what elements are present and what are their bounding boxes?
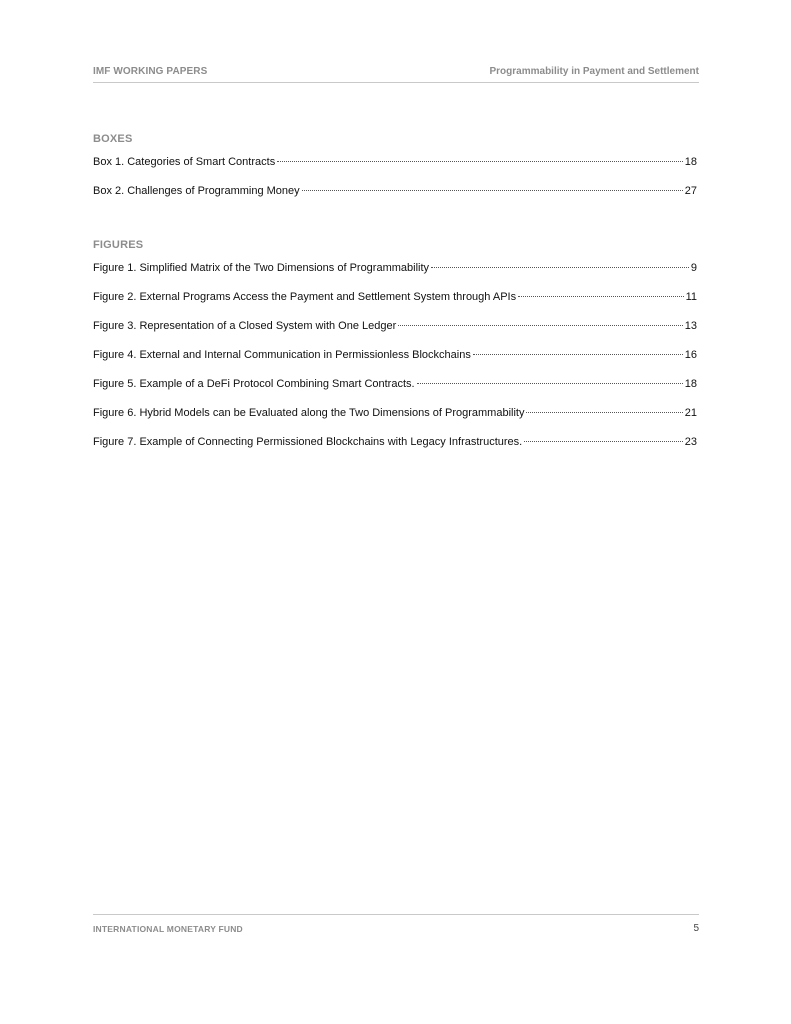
toc-entry-page: 9 — [690, 262, 697, 274]
toc-entry-title: Box 1. Categories of Smart Contracts — [93, 156, 276, 168]
dot-leader — [417, 383, 683, 384]
toc-entry-page: 13 — [684, 320, 697, 332]
dot-leader — [524, 441, 683, 442]
toc-entry-page: 18 — [684, 378, 697, 390]
page-header — [93, 66, 699, 83]
toc-entry-title: Figure 7. Example of Connecting Permissioned Blockchains with Legacy Infrastructures. — [93, 436, 523, 448]
dot-leader — [526, 412, 682, 413]
dot-leader — [473, 354, 683, 355]
page-number: 5 — [693, 923, 699, 934]
dot-leader — [398, 325, 682, 326]
publication-series-title: IMF WORKING PAPERS — [93, 66, 208, 77]
toc-entry-page: 11 — [685, 291, 697, 303]
toc-entry-title: Figure 3. Representation of a Closed System with One Ledger — [93, 320, 397, 332]
paper-title: Programmability in Payment and Settlement — [489, 66, 699, 77]
figures-heading: FIGURES — [93, 239, 144, 251]
publisher-name: INTERNATIONAL MONETARY FUND — [93, 924, 243, 934]
toc-entry-title: Figure 1. Simplified Matrix of the Two Dimensions of Programmability — [93, 262, 430, 274]
toc-entry-figure-1[interactable] — [93, 261, 697, 290]
toc-entry-figure-3[interactable] — [93, 319, 697, 348]
toc-entry-figure-6[interactable] — [93, 406, 697, 435]
toc-entry-title: Figure 6. Hybrid Models can be Evaluated along the Two Dimensions of Programmability — [93, 407, 525, 419]
toc-entry-box-2[interactable] — [93, 184, 697, 213]
toc-entry-page: 21 — [684, 407, 697, 419]
toc-entry-title: Box 2. Challenges of Programming Money — [93, 185, 300, 197]
toc-entry-figure-5[interactable] — [93, 377, 697, 406]
figures-section — [93, 237, 697, 464]
boxes-section — [93, 131, 697, 213]
toc-entry-title: Figure 4. External and Internal Communication in Permissionless Blockchains — [93, 349, 471, 361]
toc-entry-page: 18 — [684, 156, 697, 168]
toc-entry-figure-4[interactable] — [93, 348, 697, 377]
toc-entry-box-1[interactable] — [93, 155, 697, 184]
dot-leader — [518, 296, 683, 297]
toc-entry-page: 16 — [684, 349, 697, 361]
toc-entry-figure-7[interactable] — [93, 435, 697, 464]
toc-entry-title: Figure 2. External Programs Access the Payment and Settlement System through APIs — [93, 291, 517, 303]
boxes-heading: BOXES — [93, 133, 133, 145]
toc-entry-page: 27 — [684, 185, 697, 197]
dot-leader — [277, 161, 683, 162]
dot-leader — [302, 190, 683, 191]
page-footer — [93, 914, 699, 935]
toc-entry-figure-2[interactable] — [93, 290, 697, 319]
toc-entry-page: 23 — [684, 436, 697, 448]
dot-leader — [431, 267, 689, 268]
toc-entry-title: Figure 5. Example of a DeFi Protocol Combining Smart Contracts. — [93, 378, 415, 390]
